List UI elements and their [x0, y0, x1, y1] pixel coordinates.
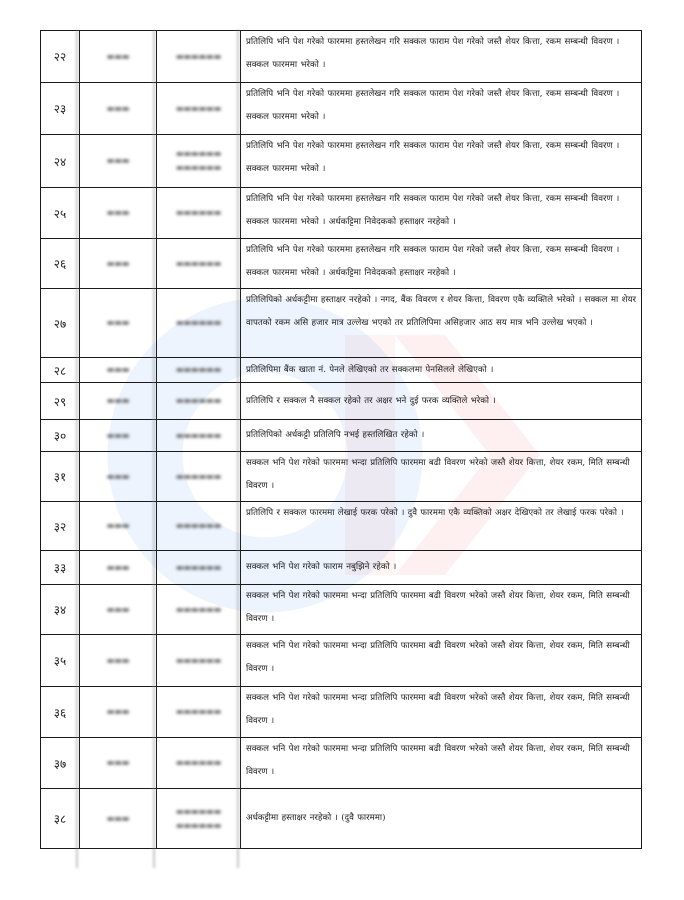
serial-number: ३७: [41, 738, 80, 789]
redacted-name-cell: [157, 502, 241, 551]
redacted-id-cell: [80, 585, 157, 635]
remark-text: प्रतिलिपि भनि पेश गरेको फारममा हस्तलेखन गरि सक्कल फाराम पेश गरेको जस्तै शेयर कित्ता, रकम सम्बन्धी विवरण । सक्कल फारममा भरेको ।: [241, 31, 642, 83]
serial-number: २३: [41, 83, 80, 135]
table-row: [41, 502, 642, 551]
table-row: [41, 420, 642, 452]
table-row: [41, 239, 642, 289]
blurred-column-line: [76, 30, 78, 868]
blurred-column-line: [153, 30, 155, 868]
redacted-id-cell: [80, 738, 157, 789]
redacted-name-cell: [157, 239, 241, 289]
serial-number: ३५: [41, 635, 80, 687]
redacted-text: ▬▬▬: [106, 51, 130, 61]
serial-number: २८: [41, 358, 80, 383]
remark-text: सक्कल भनि पेश गरेको फारममा भन्दा प्रतिलिपि फारममा बढी विवरण भरेको जस्तै शेयर कित्ता, शेयर रकम, मिति सम्बन्धी विवरण ।: [241, 585, 642, 635]
redacted-name-cell: [157, 452, 241, 502]
redacted-id-cell: [80, 687, 157, 738]
remark-text: सक्कल भनि पेश गरेको फारममा भन्दा प्रतिलिपि फारममा बढी विवरण भरेको जस्तै शेयर कित्ता, शेयर रकम, मिति सम्बन्धी विवरण ।: [241, 452, 642, 502]
remark-text: अर्धकट्टीमा हस्ताक्षर नरहेको । (दुवै फारममा): [241, 789, 642, 849]
serial-number: ३१: [41, 452, 80, 502]
remark-text: सक्कल भनि पेश गरेको फाराम नबुझिने रहेको ।: [241, 551, 642, 585]
redacted-id-cell: [80, 452, 157, 502]
serial-number: २५: [41, 188, 80, 239]
table-row: [41, 687, 642, 738]
redacted-name-cell: [157, 585, 241, 635]
redacted-text: ▬▬▬: [106, 707, 130, 716]
redacted-name-cell: [157, 31, 241, 83]
redacted-text: ▬▬▬▬▬▬: [175, 758, 222, 767]
redacted-text: ▬▬▬▬▬▬: [175, 208, 222, 217]
redacted-text: ▬▬▬: [106, 365, 130, 374]
blurred-column-line: [237, 30, 239, 868]
redacted-text: ▬▬▬▬▬▬: [175, 707, 222, 716]
redacted-text: ▬▬▬▬▬▬: [175, 820, 222, 830]
remark-text: प्रतिलिपि र सक्कल फारममा लेखाई फरक परेको । दुवै फारममा एकै व्यक्तिको अक्षर देखिएको तर लेखाई फरक परेको ।: [241, 502, 642, 551]
redacted-text: ▬▬▬▬▬▬: [175, 471, 222, 481]
table-row: [41, 383, 642, 420]
table-row: [41, 135, 642, 188]
remark-text: सक्कल भनि पेश गरेको फारममा भन्दा प्रतिलिपि फारममा बढी विवरण भरेको जस्तै शेयर कित्ता, शेयर रकम, मिति सम्बन्धी विवरण ।: [241, 635, 642, 687]
redacted-text: ▬▬▬▬▬▬: [175, 51, 222, 61]
redacted-text: ▬▬▬▬▬▬: [175, 604, 222, 614]
redacted-id-cell: [80, 188, 157, 239]
table-row: [41, 358, 642, 383]
redacted-name-cell: [157, 551, 241, 585]
redacted-name-cell: [157, 188, 241, 239]
redacted-id-cell: [80, 31, 157, 83]
redacted-id-cell: [80, 83, 157, 135]
redacted-text: ▬▬▬: [106, 604, 130, 614]
serial-number: २२: [41, 31, 80, 83]
redacted-name-cell: [157, 635, 241, 687]
redacted-name-cell: [157, 135, 241, 188]
redacted-id-cell: [80, 239, 157, 289]
serial-number: २६: [41, 239, 80, 289]
redacted-text: ▬▬▬▬▬▬: [175, 521, 222, 530]
redacted-text: ▬▬▬: [106, 813, 130, 823]
serial-number: ३२: [41, 502, 80, 551]
redacted-text: ▬▬▬: [106, 103, 130, 113]
redacted-id-cell: [80, 420, 157, 452]
redacted-text: ▬▬▬▬▬▬: [175, 562, 222, 572]
redacted-id-cell: [80, 383, 157, 420]
redacted-id-cell: [80, 289, 157, 358]
redacted-id-cell: [80, 635, 157, 687]
serial-number: २७: [41, 289, 80, 358]
serial-number: २९: [41, 383, 80, 420]
table-row: [41, 738, 642, 789]
redacted-text: ▬▬▬: [106, 471, 130, 481]
remark-text: प्रतिलिपि र सक्कल नै सक्कल रहेको तर अक्षर भने दुई फरक व्यक्तिले भरेको ।: [241, 383, 642, 420]
redacted-id-cell: [80, 358, 157, 383]
redacted-text: ▬▬▬▬▬▬: [175, 149, 222, 158]
table-body: [41, 31, 642, 849]
redacted-text: ▬▬▬: [106, 562, 130, 572]
redacted-text: ▬▬▬▬▬▬: [175, 806, 222, 816]
redacted-text: ▬▬▬▬▬▬: [175, 163, 222, 172]
redacted-text: ▬▬▬: [106, 208, 130, 217]
table-row: [41, 789, 642, 849]
redacted-text: ▬▬▬▬▬▬: [175, 103, 222, 113]
table-row: [41, 188, 642, 239]
remark-text: प्रतिलिपि भनि पेश गरेको फारममा हस्तलेखन गरि सक्कल फाराम पेश गरेको जस्तै शेयर कित्ता, रकम सम्बन्धी विवरण । सक्कल फारममा भरेको । अर्धकट्टिमा निवेदकको हस्ताक्षर नरहेको ।: [241, 239, 642, 289]
redacted-text: ▬▬▬▬▬▬: [175, 365, 222, 374]
redacted-name-cell: [157, 83, 241, 135]
serial-number: ३४: [41, 585, 80, 635]
redacted-name-cell: [157, 383, 241, 420]
serial-number: ३६: [41, 687, 80, 738]
remark-text: प्रतिलिपि भनि पेश गरेको फारममा हस्तलेखन गरि सक्कल फाराम पेश गरेको जस्तै शेयर कित्ता, रकम सम्बन्धी विवरण । सक्कल फारममा भरेको । अर्धकट्टिमा निवेदकको हस्ताक्षर नरहेको ।: [241, 188, 642, 239]
remarks-table: [40, 30, 642, 849]
redacted-text: ▬▬▬: [106, 758, 130, 767]
remark-text: प्रतिलिपिमा बैंक खाता नं. पेनले लेखिएको तर सक्कलमा पेनसिलले लेखिएको ।: [241, 358, 642, 383]
redacted-text: ▬▬▬▬▬▬: [175, 396, 222, 405]
redacted-id-cell: [80, 135, 157, 188]
redacted-name-cell: [157, 358, 241, 383]
redacted-text: ▬▬▬: [106, 655, 130, 665]
remark-text: सक्कल भनि पेश गरेको फारममा भन्दा प्रतिलिपि फारममा बढी विवरण भरेको जस्तै शेयर कित्ता, शेयर रकम, मिति सम्बन्धी विवरण ।: [241, 687, 642, 738]
remark-text: प्रतिलिपि भनि पेश गरेको फारममा हस्तलेखन गरि सक्कल फाराम पेश गरेको जस्तै शेयर कित्ता, रकम सम्बन्धी विवरण । सक्कल फारममा भरेको ।: [241, 135, 642, 188]
remark-text: प्रतिलिपि भनि पेश गरेको फारममा हस्तलेखन गरि सक्कल फाराम पेश गरेको जस्तै शेयर कित्ता, रकम सम्बन्धी विवरण । सक्कल फारममा भरेको ।: [241, 83, 642, 135]
redacted-id-cell: [80, 551, 157, 585]
serial-number: ३८: [41, 789, 80, 849]
table-row: [41, 289, 642, 358]
remark-text: सक्कल भनि पेश गरेको फारममा भन्दा प्रतिलिपि फारममा बढी विवरण भरेको जस्तै शेयर कित्ता, शेयर रकम, मिति सम्बन्धी विवरण ।: [241, 738, 642, 789]
serial-number: २४: [41, 135, 80, 188]
redacted-text: ▬▬▬: [106, 430, 130, 440]
redacted-text: ▬▬▬: [106, 396, 130, 405]
redacted-name-cell: [157, 789, 241, 849]
redacted-id-cell: [80, 789, 157, 849]
redacted-text: ▬▬▬▬▬▬: [175, 318, 222, 327]
redacted-name-cell: [157, 420, 241, 452]
redacted-text: ▬▬▬▬▬▬: [175, 430, 222, 440]
table-row: [41, 551, 642, 585]
table-row: [41, 585, 642, 635]
redacted-name-cell: [157, 687, 241, 738]
remark-text: प्रतिलिपिको अर्धकट्टी प्रतिलिपि नभई हस्तलिखित रहेको ।: [241, 420, 642, 452]
redacted-text: ▬▬▬: [106, 521, 130, 530]
redacted-name-cell: [157, 738, 241, 789]
redacted-text: ▬▬▬: [106, 258, 130, 268]
redacted-text: ▬▬▬▬▬▬: [175, 655, 222, 665]
redacted-text: ▬▬▬: [106, 318, 130, 327]
serial-number: ३३: [41, 551, 80, 585]
redacted-name-cell: [157, 289, 241, 358]
remark-text: प्रतिलिपिको अर्धकट्टीमा हस्ताक्षर नरहेको । नगद, बैंक विवरण र शेयर कित्ता, विवरण एकै व्यक्तिले भरेको । सक्कल मा शेयर वापतको रकम असि हजार मात्र उल्लेख भएको तर प्रतिलिपिमा असिहजार आठ सय मात्र भनि उल्लेख भएको ।: [241, 289, 642, 358]
redacted-text: ▬▬▬▬▬▬: [175, 258, 222, 268]
table-row: [41, 31, 642, 83]
table-row: [41, 452, 642, 502]
redacted-id-cell: [80, 502, 157, 551]
table-row: [41, 83, 642, 135]
serial-number: ३०: [41, 420, 80, 452]
table-row: [41, 635, 642, 687]
redacted-text: ▬▬▬: [106, 156, 130, 165]
